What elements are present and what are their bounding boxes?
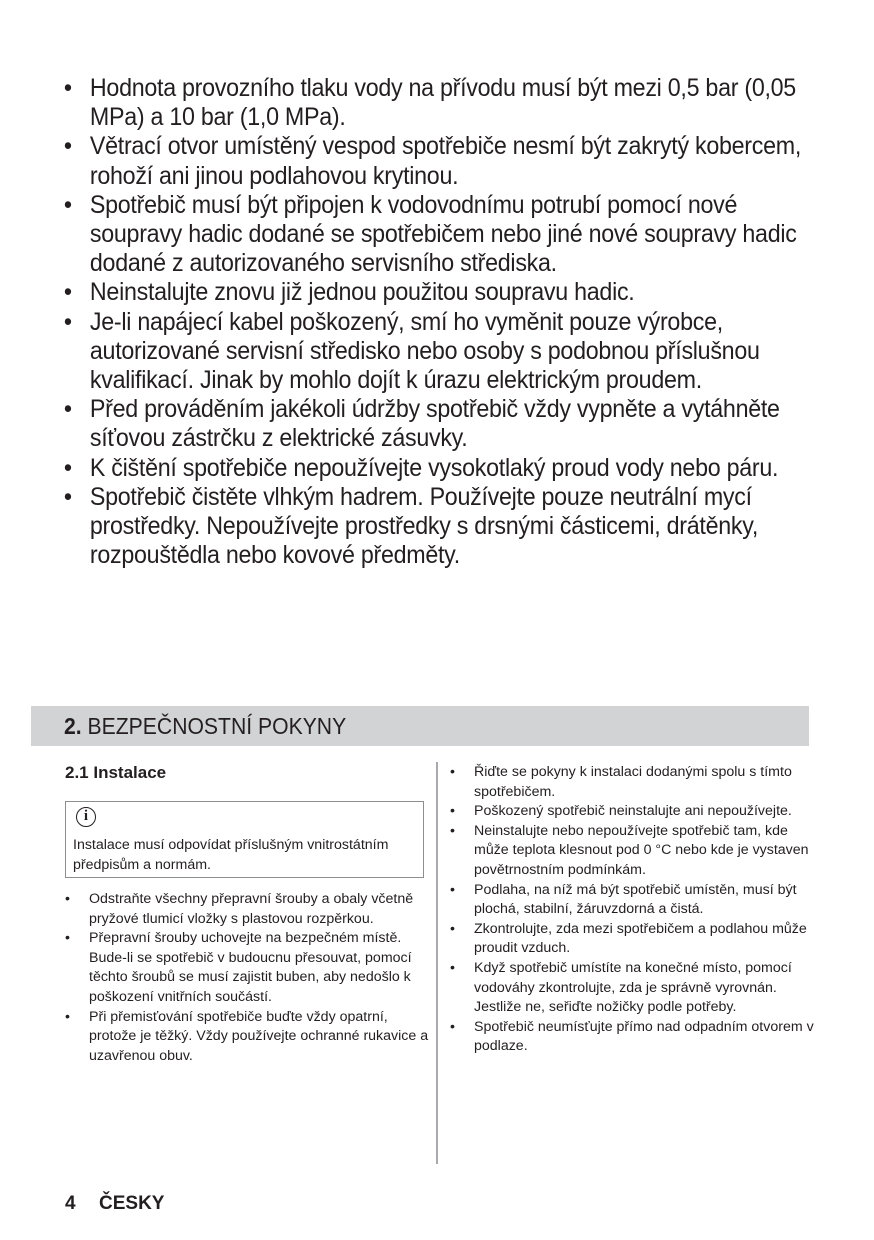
bullet-icon: •	[65, 1008, 70, 1025]
section-title	[64, 713, 346, 739]
bullet-icon: •	[65, 891, 70, 907]
bullet-icon: •	[63, 74, 72, 102]
list-item: • Je-li napájecí kabel poškozený, smí ho vyměnit pouze výrobce, autorizované servisní středisko nebo osoby s podobnou příslušnou kvalifikací. Jinak by mohlo dojít k úrazu elektrickým proudem.	[63, 307, 760, 395]
bullet-icon: •	[450, 959, 455, 976]
bullet-icon: •	[63, 482, 72, 511]
section-title-text: BEZPEČNOSTNÍ POKYNY	[81, 713, 347, 739]
bullet-icon: •	[65, 930, 70, 947]
bullet-icon: •	[450, 881, 455, 898]
list-item: • Při přemisťování spotřebiče buďte vždy opatrní, protože je těžký. Vždy používejte ochranné rukavice a uzavřenou obuv.	[65, 1008, 429, 1064]
bullet-icon: •	[63, 190, 72, 219]
column-divider	[436, 762, 438, 1164]
bullet-icon: •	[63, 307, 72, 336]
list-item: • Neinstalujte znovu již jednou použitou soupravu hadic.	[63, 278, 635, 307]
bullet-icon: •	[63, 278, 72, 307]
list-item: • Zkontrolujte, zda mezi spotřebičem a podlahou může proudit vzduch.	[450, 920, 807, 957]
list-item: • Poškozený spotřebič neinstalujte ani nepoužívejte.	[450, 802, 820, 822]
installation-list-right	[450, 763, 820, 1057]
installation-list-left	[65, 890, 430, 1066]
section-number: 2.	[64, 713, 82, 739]
bullet-icon: •	[450, 764, 455, 780]
bullet-icon: •	[63, 453, 72, 482]
bullet-icon: •	[450, 822, 455, 839]
info-icon: i	[76, 807, 96, 827]
subsection-title: 2.1 Instalace	[65, 763, 167, 782]
bullet-icon: •	[450, 803, 455, 820]
bullet-icon: •	[63, 395, 72, 424]
list-item: • Spotřebič neumísťujte přímo nad odpadním otvorem v podlaze.	[450, 1018, 814, 1055]
section-header-bar	[31, 706, 809, 746]
list-item: • Větrací otvor umístěný vespod spotřebiče nesmí být zakrytý kobercem, rohoží ani jinou podlahovou krytinou.	[63, 132, 802, 190]
list-item: • Řiďte se pokyny k instalaci dodanými spolu s tímto spotřebičem.	[450, 764, 792, 800]
bullet-icon: •	[63, 132, 72, 161]
list-item: • Když spotřebič umístíte na konečné místo, pomocí vodováhy zkontrolujte, zda je správně vyrovnán. Jestliže ne, seřiďte nožičky podle potřeby.	[450, 959, 792, 1016]
footer-language: ČESKY	[99, 1193, 165, 1214]
list-item: • K čištění spotřebiče nepoužívejte vysokotlaký proud vody nebo páru.	[63, 453, 779, 482]
bullet-icon: •	[450, 920, 455, 937]
info-notice-box	[65, 801, 424, 878]
list-item: • Před prováděním jakékoli údržby spotřebič vždy vypněte a vytáhněte síťovou zástrčku z elektrické zásuvky.	[63, 395, 780, 453]
list-item: • Podlaha, na níž má být spotřebič umístěn, musí být plochá, stabilní, žáruvzdorná a čistá.	[450, 881, 797, 918]
list-item: • Přepravní šrouby uchovejte na bezpečném místě. Bude-li se spotřebič v budoucnu přesouvat, pomocí těchto šroubů se musí zajistit buben, aby nedošlo k poškození vnitřních součástí.	[65, 930, 412, 1005]
list-item: • Odstraňte všechny přepravní šrouby a obaly včetně pryžové tlumicí vložky s plastovou rozpěrkou.	[65, 891, 414, 927]
info-notice-text: Instalace musí odpovídat příslušným vnitrostátním předpisům a normám.	[73, 837, 389, 873]
list-item: • Neinstalujte nebo nepoužívejte spotřebič tam, kde může teplota klesnout pod 0 °C nebo kde je vystaven povětrnostním podmínkám.	[450, 822, 809, 878]
list-item: • Spotřebič musí být připojen k vodovodnímu potrubí pomocí nové soupravy hadic dodané se spotřebičem nebo jiné nové soupravy hadic dodané z autorizovaného servisního střediska.	[63, 190, 797, 278]
page-number: 4	[65, 1193, 76, 1214]
list-item: • Hodnota provozního tlaku vody na přívodu musí být mezi 0,5 bar (0,05 MPa) a 10 bar (1,0 MPa).	[63, 74, 796, 132]
page-footer	[65, 1193, 164, 1215]
bullet-icon: •	[450, 1018, 455, 1035]
list-item: • Spotřebič čistěte vlhkým hadrem. Používejte pouze neutrální mycí prostředky. Nepoužívejte prostředky s drsnými částicemi, drátěnky, rozpouštědla nebo kovové předměty.	[63, 482, 759, 570]
safety-bullet-list	[62, 74, 825, 570]
